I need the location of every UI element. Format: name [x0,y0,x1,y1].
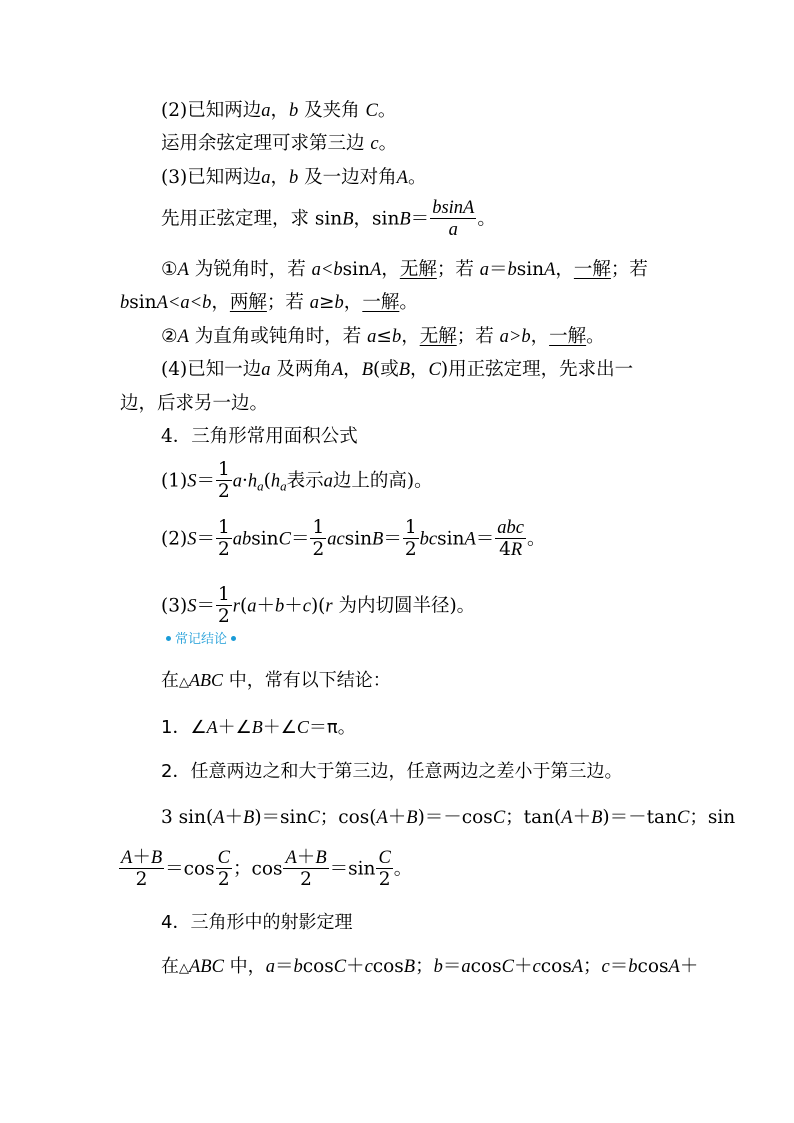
text: ≤ [376,326,392,347]
fraction [430,198,476,241]
text: ＋ [224,807,244,828]
line-known-two-sides-opposite-angle [161,165,426,191]
numerator: C [378,848,391,868]
text: 边，后求另一边。 [120,393,269,414]
text: (3)已知两边 [161,167,262,188]
var: b [288,168,299,188]
text: (1) [161,470,188,492]
var: r [325,596,333,617]
text: ＝ [274,956,294,977]
text: cos [540,956,572,977]
answer-one-solution: 一解 [362,292,400,313]
var: a [261,101,271,121]
numerator: C [217,848,230,868]
line-law-of-cosines [161,131,397,157]
var: A [369,260,382,280]
denominator: 2 [217,606,230,627]
text: ＋ [132,847,151,868]
denominator: a [430,218,476,241]
var: b [288,101,299,121]
var: ABC [189,670,223,690]
text: 。 [378,133,398,154]
formula-area-2 [161,518,546,561]
text: 及夹角 [298,100,366,121]
numerator [119,848,164,868]
text: (2) [161,528,188,550]
fraction-C-over-2 [216,848,232,891]
text: cos [470,956,502,977]
var: B [372,529,384,550]
text: ， [530,326,550,347]
text: )用正弦定理，先求出一 [440,359,634,380]
answer-one-solution: 一解 [549,326,587,347]
text: ， [270,167,289,188]
var: c [532,957,541,977]
text: 中，常有以下结论： [223,670,391,691]
var: a [309,293,320,313]
text: ；cos( [319,807,377,828]
formula-area-1 [161,460,433,503]
text: 1．∠ [161,717,207,738]
text: 。 [477,208,496,230]
text: ＝ [383,528,402,550]
text: (3) [161,595,188,617]
text: ＋ [256,595,275,617]
text: ＝ [290,528,310,550]
text: ；若 [266,292,310,313]
text: ＝ [609,956,629,977]
var: A [571,957,584,977]
subscript: a [280,478,287,494]
section-heading-area-formulas [161,424,358,450]
var: A [331,360,344,380]
conclusion-1-angle-sum [161,714,356,741]
text: ； [583,956,602,977]
var: h [270,471,281,492]
line-obtuse-case [161,324,605,350]
subscript: a [257,478,264,494]
text: )＝－cos [417,807,493,828]
var: R [510,540,523,560]
text: ， [381,259,400,280]
text: 。 [586,326,605,347]
text: sin [516,259,545,280]
text: cos [637,956,669,977]
fraction-half [216,460,232,503]
text: 先用正弦定理，求 sin [161,208,343,230]
text: 。 [526,528,546,550]
var: A [464,529,476,550]
text: ＋ [387,807,407,828]
var: b [293,957,303,977]
text: 。 [377,100,397,121]
text: ， [343,292,363,313]
text: )( [310,595,326,617]
text: ① [161,259,178,280]
var: A [206,717,218,737]
text: cos [372,956,404,977]
text: ；若 [436,259,480,280]
var: B [315,848,327,868]
text: ( [263,470,271,492]
fraction-half [216,585,232,628]
var: b [507,260,517,280]
var: a [232,471,243,492]
text: 中， [223,956,266,977]
text: 3 sin( [161,807,214,828]
line-acute-case-2 [120,290,418,316]
numerator: 1 [217,517,230,538]
text: ， [410,359,429,380]
answer-no-solution: 无解 [419,326,457,347]
text: (2)已知两边 [161,100,262,121]
var: a [323,471,333,492]
var: A [544,260,556,280]
denominator: 2 [283,868,328,891]
text: ＋ [572,807,592,828]
fraction-half [216,518,232,561]
var: C [492,808,506,828]
var: ac [327,529,345,550]
text: ＝ [196,595,215,617]
line-continuation [120,391,268,417]
text: 。 [407,167,427,188]
fraction-C-over-2 [376,848,392,891]
var: a [461,957,471,977]
var: a [261,168,271,188]
text: ＝ [410,208,430,230]
conclusion-4-heading [161,910,352,936]
answer-two-solutions: 两解 [229,292,267,313]
text: ( [239,595,248,617]
var: c [364,957,373,977]
var: B [150,848,163,868]
var: S [187,529,197,550]
var: B [591,808,603,828]
var: c [302,596,311,617]
text: sin [251,528,279,550]
text: ；若 [610,259,648,280]
denominator: 2 [217,539,230,560]
line-known-two-sides-included-angle [161,98,396,124]
line-acute-case-1 [161,257,648,283]
var: S [187,596,197,617]
text: sin [129,292,157,313]
line-law-of-sines-sinB [161,198,496,241]
text: )＝sin [254,807,308,828]
text: 及一边对角 [298,167,397,188]
text: ＝ [475,528,495,550]
var: ABC [189,957,224,977]
var: C [365,101,378,121]
denominator: 2 [119,868,164,891]
var: B [403,957,416,977]
text: sin [437,528,465,550]
text: ＋∠ [217,717,252,738]
text: 为直角或钝角时，若 [188,326,368,347]
text: 。 [399,292,418,313]
text: ；cos [232,858,283,880]
text: ；tan( [505,807,562,828]
triangle-symbol: △ [179,675,189,690]
text: ＋ [513,956,533,977]
text: sin [344,528,373,550]
denominator: 2 [404,539,417,560]
var: B [342,209,354,230]
var: C [428,360,441,380]
bullet-dot-icon [166,636,171,641]
var: b [391,327,402,347]
var: B [399,209,411,230]
line-known-side-two-angles [161,357,633,383]
var: B [251,717,263,737]
text: 在 [161,956,179,977]
var: C [278,529,291,550]
text: 及两角 [270,359,332,380]
text: ＝ [196,528,215,550]
fraction-half [403,518,419,561]
text: sin [342,259,370,280]
text: ， [343,359,362,380]
var: B [406,808,418,828]
text: 表示 [286,470,324,492]
numerator: 1 [217,459,230,480]
text: ＝sin [329,858,376,880]
conclusion-intro [161,667,391,696]
var: A [561,808,573,828]
text: 运用余弦定理可求第三边 [161,133,371,154]
fraction-A-plus-B-over-2 [283,848,328,891]
var: h [247,471,258,492]
text: ＋ [284,595,303,617]
var: r [232,596,240,617]
var: C [333,957,347,977]
var: b [120,293,130,313]
answer-no-solution: 无解 [399,259,437,280]
var: a [265,957,275,977]
tag-label: 常记结论 [175,632,228,647]
text: ≥ [319,292,335,313]
var: A [396,168,408,188]
text: ＝ [442,956,462,977]
text: ， [401,326,420,347]
var: C [677,808,690,828]
conclusion-3-half-angle [118,848,412,891]
text: ＋ [346,956,365,977]
bullet-dot-icon [231,636,236,641]
text: ＝cos [165,858,215,880]
numerator [283,848,328,868]
text: (或 [373,359,399,380]
var: A [376,808,388,828]
denominator: 2 [376,868,392,891]
answer-one-solution: 一解 [573,259,611,280]
numerator: 1 [404,517,417,538]
text: (4)已知一边 [161,359,262,380]
text: ；若 [456,326,500,347]
var: C [296,717,309,737]
var: a<b [311,260,343,280]
var: B [398,360,411,380]
conclusion-3-trig-identities [161,805,735,831]
fraction-abc-4R [495,518,526,561]
conclusion-4-projection [161,954,698,982]
text: ② [161,326,178,347]
numerator: 1 [217,584,230,605]
denominator: 2 [217,481,230,502]
denominator: 2 [216,868,232,891]
text: ， [270,100,289,121]
text: ＝ [488,259,508,280]
text: ，sin [353,208,400,230]
formula-area-3 [161,585,475,628]
text: 边上的高)。 [332,470,433,492]
var: C [307,808,320,828]
var: a [367,327,377,347]
var: b [334,293,344,313]
text: ＝ [196,470,215,492]
var: a [479,260,489,280]
text: ＋ [296,847,316,868]
var: b [274,596,285,617]
text: 为锐角时，若 [188,259,312,280]
var: a>b [499,327,531,347]
var: c [601,957,610,977]
var: A [213,808,225,828]
heading-text: 4．三角形常用面积公式 [161,426,358,447]
var: ab [232,529,252,550]
text: · [242,470,248,492]
var: A<a<b [156,293,212,313]
denominator [495,538,526,561]
var: B [361,360,373,380]
text: ， [555,259,574,280]
text: 为内切圆半径)。 [332,595,476,617]
var: a [247,596,257,617]
text: 4 [499,539,511,560]
var: A [177,327,189,347]
var: A [121,848,133,868]
text: 。 [393,858,413,880]
var: bc [419,529,438,550]
var: b [628,957,638,977]
var: S [187,471,197,492]
var: B [243,808,255,828]
text: 2．任意两边之和大于第三边，任意两边之差小于第三边。 [161,761,623,782]
fraction-A-plus-B-over-2 [119,848,164,891]
text: ＝π。 [308,717,356,738]
numerator: abc [497,518,524,538]
fraction-half [310,518,326,561]
heading-text: 4．三角形中的射影定理 [161,912,353,933]
var: C [501,957,514,977]
numerator: bsinA [432,198,475,218]
text: cos [302,956,334,977]
text: ； [415,956,434,977]
triangle-symbol: △ [179,961,189,976]
var: A [285,848,297,868]
var: A [668,957,680,977]
var: a [261,360,271,380]
numerator: 1 [312,517,325,538]
text: ， [211,292,230,313]
var: b [433,957,443,977]
text: 在 [161,670,179,691]
text: ＋ [679,956,699,977]
section-tag-common-conclusions [162,628,240,647]
text: ＋∠ [262,717,297,738]
var: A [177,260,189,280]
text: )＝－tan [602,807,678,828]
text: ；sin [689,807,736,828]
denominator: 2 [312,539,325,560]
var: c [370,134,379,154]
conclusion-2-triangle-inequality [161,759,622,785]
